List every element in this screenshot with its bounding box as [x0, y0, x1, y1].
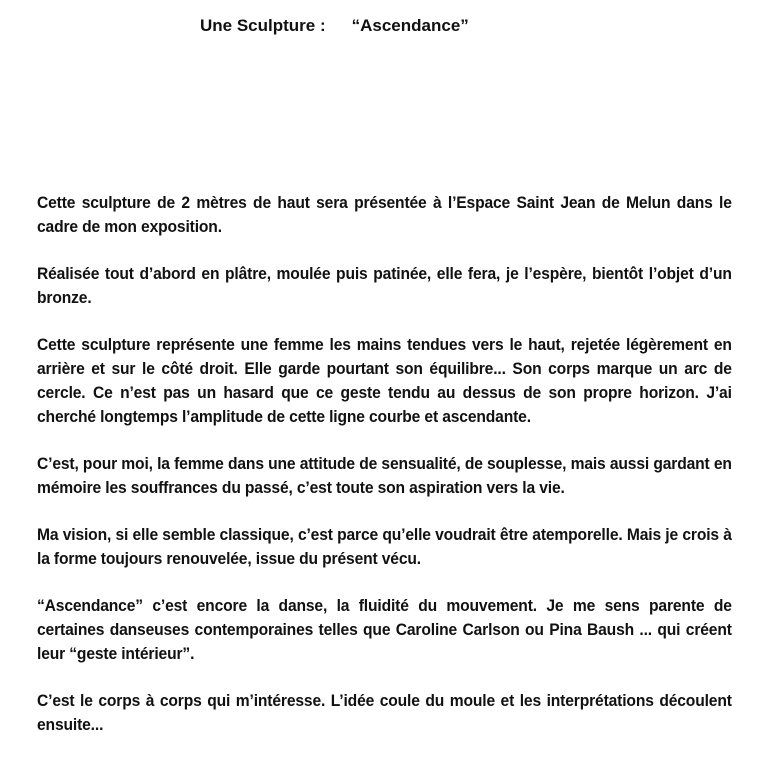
document-title — [200, 16, 469, 36]
paragraph-dance: “Ascendance” c’est encore la danse, la fluidité du mouvement. Je me sens parente de certaines danseuses contemporaines telles que Caroline Carlson ou Pina Baush ... qui créent leur “geste intérieur”. — [37, 597, 732, 663]
paragraph-materials: Réalisée tout d’abord en plâtre, moulée puis patinée, elle fera, je l’espère, bientôt l’objet d’un bronze. — [37, 265, 732, 307]
paragraph-presentation: Cette sculpture de 2 mètres de haut sera présentée à l’Espace Saint Jean de Melun dans le cadre de mon exposition. — [37, 194, 732, 236]
document-body — [37, 191, 731, 760]
paragraph-vision: Ma vision, si elle semble classique, c’est parce qu’elle voudrait être atemporelle. Mais je crois à la forme toujours renouvelée, issue du présent vécu. — [37, 526, 732, 568]
title-label: Une Sculpture : — [200, 16, 326, 35]
paragraph-description: Cette sculpture représente une femme les mains tendues vers le haut, rejetée légèrement en arrière et sur le côté droit. Elle garde pourtant son équilibre... Son corps marque un arc de cercle. Ce n’est pas un hasard que ce geste tendu au dessus de son propre horizon. J’ai cherché longtemps l’amplitude de cette ligne courbe et ascendante. — [37, 336, 732, 426]
paragraph-body: C’est le corps à corps qui m’intéresse. L’idée coule du moule et les interprétations découlent ensuite... — [37, 692, 732, 734]
title-sculpture-name: “Ascendance” — [351, 16, 469, 35]
paragraph-meaning: C’est, pour moi, la femme dans une attitude de sensualité, de souplesse, mais aussi gardant en mémoire les souffrances du passé, c’est toute son aspiration vers la vie. — [37, 455, 732, 497]
